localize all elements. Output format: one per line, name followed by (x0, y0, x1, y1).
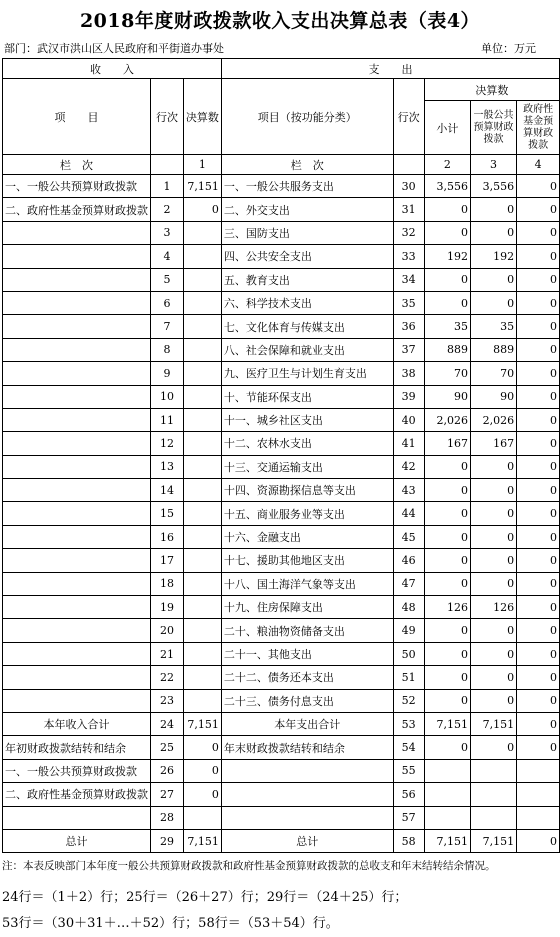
income-item-cell (3, 596, 151, 619)
subtotal-cell (424, 783, 470, 806)
table-row (3, 736, 560, 759)
income-amount-cell (183, 666, 221, 689)
col-number-2: 2 (424, 155, 470, 175)
income-item-cell (3, 689, 151, 712)
subtotal-cell: 0 (424, 198, 470, 221)
income-amount-cell (183, 455, 221, 478)
table-row (3, 175, 560, 198)
income-line-cell: 18 (151, 572, 184, 595)
expense-item-cell: 八、社会保障和就业支出 (221, 338, 393, 361)
general-budget-cell: 0 (470, 642, 516, 665)
income-amount-cell (183, 408, 221, 431)
subtotal-cell: 0 (424, 479, 470, 502)
general-budget-cell: 126 (470, 596, 516, 619)
gov-fund-cell: 0 (517, 198, 560, 221)
income-line-cell: 1 (151, 175, 184, 198)
general-budget-cell: 889 (470, 338, 516, 361)
income-line-cell: 17 (151, 549, 184, 572)
expense-line-cell: 56 (393, 783, 424, 806)
expense-line-cell: 40 (393, 408, 424, 431)
income-amount-cell (183, 689, 221, 712)
page-title: 2018年度财政拨款收入支出决算总表（表4） (79, 10, 481, 32)
income-item-cell (3, 666, 151, 689)
general-budget-cell: 0 (470, 666, 516, 689)
expense-header: 支 出 (221, 59, 559, 79)
income-amount-cell (183, 642, 221, 665)
gov-fund-cell: 0 (517, 829, 560, 852)
general-budget-cell (470, 806, 516, 829)
income-amount-cell: 0 (183, 736, 221, 759)
subtotal-cell: 70 (424, 362, 470, 385)
income-amount-cell (183, 385, 221, 408)
income-line-cell: 16 (151, 525, 184, 548)
income-item-cell (3, 315, 151, 338)
subtotal-cell: 0 (424, 455, 470, 478)
gov-fund-cell: 0 (517, 268, 560, 291)
income-line-cell: 10 (151, 385, 184, 408)
gov-fund-cell: 0 (517, 315, 560, 338)
expense-line-cell: 35 (393, 291, 424, 314)
income-amount-cell: 7,151 (183, 829, 221, 852)
table-row (3, 642, 560, 665)
income-amount-cell (183, 502, 221, 525)
expense-line-cell: 58 (393, 829, 424, 852)
general-budget-cell: 0 (470, 525, 516, 548)
income-amount-cell: 7,151 (183, 175, 221, 198)
expense-item-cell: 十九、住房保障支出 (221, 596, 393, 619)
table-row (3, 689, 560, 712)
subtotal-cell: 0 (424, 525, 470, 548)
income-amount-cell (183, 619, 221, 642)
col-number-1: 1 (183, 155, 221, 175)
income-amount-cell: 0 (183, 198, 221, 221)
income-line-cell: 19 (151, 596, 184, 619)
expense-line-cell: 49 (393, 619, 424, 642)
expense-item-cell: 五、教育支出 (221, 268, 393, 291)
table-row (3, 759, 560, 782)
budget-table (2, 58, 560, 853)
general-budget-cell: 0 (470, 291, 516, 314)
subtotal-cell: 0 (424, 549, 470, 572)
gov-fund-cell: 0 (517, 175, 560, 198)
table-row (3, 572, 560, 595)
income-item-cell (3, 455, 151, 478)
gov-fund-cell: 0 (517, 291, 560, 314)
income-amount-cell (183, 432, 221, 455)
income-line-cell: 24 (151, 712, 184, 735)
income-item-cell (3, 362, 151, 385)
income-item-cell (3, 549, 151, 572)
subtotal-cell: 3,556 (424, 175, 470, 198)
table-row (3, 432, 560, 455)
income-amount-cell (183, 338, 221, 361)
general-budget-cell: 35 (470, 315, 516, 338)
expense-line-cell: 32 (393, 221, 424, 244)
table-row (3, 549, 560, 572)
income-amount-cell: 0 (183, 783, 221, 806)
expense-line-cell: 41 (393, 432, 424, 455)
gov-fund-cell (517, 806, 560, 829)
subtotal-cell: 0 (424, 502, 470, 525)
table-row (3, 829, 560, 852)
expense-line-cell: 51 (393, 666, 424, 689)
income-item-cell (3, 806, 151, 829)
income-line-cell: 27 (151, 783, 184, 806)
general-budget-cell: 0 (470, 455, 516, 478)
income-line-cell: 3 (151, 221, 184, 244)
income-line-header: 行次 (151, 79, 184, 155)
income-item-cell (3, 619, 151, 642)
income-item-cell (3, 502, 151, 525)
income-line-cell: 20 (151, 619, 184, 642)
subtotal-header: 小计 (424, 101, 470, 155)
income-line-cell: 7 (151, 315, 184, 338)
income-amount-header: 决算数 (183, 79, 221, 155)
expense-line-cell: 50 (393, 642, 424, 665)
table-row (3, 315, 560, 338)
expense-item-cell: 七、文化体育与传媒支出 (221, 315, 393, 338)
gov-fund-cell: 0 (517, 712, 560, 735)
table-row (3, 198, 560, 221)
general-budget-cell: 0 (470, 619, 516, 642)
income-item-cell (3, 572, 151, 595)
expense-line-cell: 54 (393, 736, 424, 759)
income-line-cell: 21 (151, 642, 184, 665)
general-budget-cell: 7,151 (470, 829, 516, 852)
expense-item-cell: 十七、援助其他地区支出 (221, 549, 393, 572)
expense-item-cell: 十二、农林水支出 (221, 432, 393, 455)
general-budget-cell (470, 759, 516, 782)
col-number-3: 3 (470, 155, 516, 175)
gov-fund-cell: 0 (517, 666, 560, 689)
expense-line-cell: 42 (393, 455, 424, 478)
expense-line-cell: 39 (393, 385, 424, 408)
subtotal-cell: 90 (424, 385, 470, 408)
income-line-cell: 5 (151, 268, 184, 291)
income-line-cell: 11 (151, 408, 184, 431)
expense-item-cell: 十六、金融支出 (221, 525, 393, 548)
expense-item-cell: 十五、商业服务业等支出 (221, 502, 393, 525)
col-label-right: 栏 次 (221, 155, 393, 175)
income-amount-cell (183, 479, 221, 502)
expense-item-cell (221, 783, 393, 806)
income-item-cell (3, 642, 151, 665)
subtotal-cell (424, 759, 470, 782)
expense-line-cell: 53 (393, 712, 424, 735)
income-item-cell: 一、一般公共预算财政拨款 (3, 175, 151, 198)
expense-line-cell: 48 (393, 596, 424, 619)
income-line-cell: 26 (151, 759, 184, 782)
income-item-cell (3, 268, 151, 291)
expense-line-cell: 43 (393, 479, 424, 502)
income-line-cell: 4 (151, 245, 184, 268)
income-line-cell: 15 (151, 502, 184, 525)
expense-item-cell: 二十二、债务还本支出 (221, 666, 393, 689)
gov-fund-cell: 0 (517, 408, 560, 431)
gov-fund-cell: 0 (517, 619, 560, 642)
subtotal-cell: 35 (424, 315, 470, 338)
subtotal-cell: 0 (424, 291, 470, 314)
subtotal-cell: 0 (424, 619, 470, 642)
gov-fund-cell (517, 783, 560, 806)
general-budget-cell: 0 (470, 572, 516, 595)
expense-line-cell: 52 (393, 689, 424, 712)
general-budget-cell: 0 (470, 221, 516, 244)
gov-fund-cell: 0 (517, 479, 560, 502)
general-budget-cell: 0 (470, 689, 516, 712)
gov-fund-cell: 0 (517, 245, 560, 268)
table-row (3, 619, 560, 642)
income-amount-cell (183, 245, 221, 268)
table-row (3, 783, 560, 806)
income-item-cell (3, 245, 151, 268)
income-line-cell: 13 (151, 455, 184, 478)
general-budget-cell: 0 (470, 198, 516, 221)
expense-item-cell: 十、节能环保支出 (221, 385, 393, 408)
subtotal-cell: 0 (424, 268, 470, 291)
subtotal-cell: 889 (424, 338, 470, 361)
general-budget-cell: 167 (470, 432, 516, 455)
table-row (3, 479, 560, 502)
note-line-1: 注：本表反映部门本年度一般公共预算财政拨款和政府性基金预算财政拨款的总收支和年末结转结余情况。 (2, 860, 496, 872)
expense-item-cell: 六、科学技术支出 (221, 291, 393, 314)
expense-item-cell: 三、国防支出 (221, 221, 393, 244)
income-amount-cell (183, 525, 221, 548)
expense-item-cell (221, 806, 393, 829)
income-line-cell: 22 (151, 666, 184, 689)
gov-fund-cell: 0 (517, 221, 560, 244)
income-item-cell: 一、一般公共预算财政拨款 (3, 759, 151, 782)
subtotal-cell: 0 (424, 689, 470, 712)
expense-item-header: 项目（按功能分类） (221, 79, 393, 155)
income-amount-cell (183, 596, 221, 619)
general-budget-cell: 3,556 (470, 175, 516, 198)
table-row (3, 245, 560, 268)
table-row (3, 455, 560, 478)
income-amount-cell (183, 362, 221, 385)
general-budget-cell: 0 (470, 268, 516, 291)
gov-fund-cell: 0 (517, 689, 560, 712)
income-amount-cell: 7,151 (183, 712, 221, 735)
income-item-cell (3, 385, 151, 408)
subtotal-cell: 7,151 (424, 712, 470, 735)
income-item-cell: 本年收入合计 (3, 712, 151, 735)
subtotal-cell: 0 (424, 572, 470, 595)
income-header: 收 入 (3, 59, 222, 79)
expense-line-cell: 30 (393, 175, 424, 198)
income-line-cell: 28 (151, 806, 184, 829)
general-budget-cell: 90 (470, 385, 516, 408)
expense-item-cell: 二、外交支出 (221, 198, 393, 221)
income-amount-cell (183, 315, 221, 338)
income-line-cell: 14 (151, 479, 184, 502)
expense-item-cell: 一、一般公共服务支出 (221, 175, 393, 198)
subtotal-cell: 192 (424, 245, 470, 268)
expense-item-cell: 十一、城乡社区支出 (221, 408, 393, 431)
table-row (3, 525, 560, 548)
expense-item-cell: 二十、粮油物资储备支出 (221, 619, 393, 642)
general-budget-header: 一般公共预算财政拨款 (470, 101, 516, 155)
table-row (3, 712, 560, 735)
income-line-cell: 9 (151, 362, 184, 385)
general-budget-cell: 2,026 (470, 408, 516, 431)
income-item-cell: 总计 (3, 829, 151, 852)
table-row (3, 338, 560, 361)
general-budget-cell: 7,151 (470, 712, 516, 735)
subtotal-cell: 0 (424, 666, 470, 689)
subtotal-cell: 0 (424, 736, 470, 759)
table-row (3, 502, 560, 525)
expense-item-cell: 十八、国土海洋气象等支出 (221, 572, 393, 595)
income-line-cell: 2 (151, 198, 184, 221)
income-item-cell (3, 291, 151, 314)
gov-fund-cell (517, 759, 560, 782)
income-item-cell: 二、政府性基金预算财政拨款 (3, 783, 151, 806)
expense-line-cell: 36 (393, 315, 424, 338)
subtotal-cell: 167 (424, 432, 470, 455)
expense-line-cell: 57 (393, 806, 424, 829)
income-line-cell: 8 (151, 338, 184, 361)
expense-item-cell: 年末财政拨款结转和结余 (221, 736, 393, 759)
subtotal-cell (424, 806, 470, 829)
expense-line-cell: 33 (393, 245, 424, 268)
general-budget-cell: 192 (470, 245, 516, 268)
department-label: 部门：武汉市洪山区人民政府和平街道办事处 (4, 42, 224, 55)
income-item-cell: 年初财政拨款结转和结余 (3, 736, 151, 759)
subtotal-cell: 7,151 (424, 829, 470, 852)
gov-fund-cell: 0 (517, 385, 560, 408)
expense-item-cell (221, 759, 393, 782)
gov-fund-cell: 0 (517, 455, 560, 478)
gov-fund-cell: 0 (517, 736, 560, 759)
subtotal-cell: 0 (424, 642, 470, 665)
subtotal-cell: 0 (424, 221, 470, 244)
gov-fund-cell: 0 (517, 596, 560, 619)
table-row (3, 385, 560, 408)
income-amount-cell (183, 291, 221, 314)
expense-line-cell: 31 (393, 198, 424, 221)
col-number-4: 4 (517, 155, 560, 175)
table-row (3, 408, 560, 431)
expense-item-cell: 十四、资源勘探信息等支出 (221, 479, 393, 502)
expense-item-cell: 十三、交通运输支出 (221, 455, 393, 478)
income-item-cell (3, 432, 151, 455)
expense-item-cell: 总计 (221, 829, 393, 852)
expense-line-cell: 34 (393, 268, 424, 291)
table-row (3, 268, 560, 291)
income-line-cell: 25 (151, 736, 184, 759)
income-amount-cell (183, 572, 221, 595)
income-amount-cell (183, 549, 221, 572)
income-amount-cell (183, 221, 221, 244)
gov-fund-cell: 0 (517, 642, 560, 665)
expense-item-cell: 二十三、债务付息支出 (221, 689, 393, 712)
gov-fund-cell: 0 (517, 549, 560, 572)
expense-item-cell: 本年支出合计 (221, 712, 393, 735)
table-row (3, 221, 560, 244)
col-label-left: 栏 次 (3, 155, 151, 175)
income-amount-cell (183, 806, 221, 829)
general-budget-cell: 0 (470, 502, 516, 525)
expense-item-cell: 九、医疗卫生与计划生育支出 (221, 362, 393, 385)
general-budget-cell: 0 (470, 736, 516, 759)
income-item-cell (3, 525, 151, 548)
gov-fund-cell: 0 (517, 525, 560, 548)
income-amount-cell (183, 268, 221, 291)
gov-fund-cell: 0 (517, 338, 560, 361)
income-item-cell (3, 408, 151, 431)
subtotal-cell: 126 (424, 596, 470, 619)
expense-line-cell: 44 (393, 502, 424, 525)
expense-line-cell: 37 (393, 338, 424, 361)
note-line-2: 24行＝（1＋2）行；25行＝（26＋27）行；29行＝（24＋25）行； (2, 890, 408, 905)
expense-line-cell: 46 (393, 549, 424, 572)
table-row (3, 596, 560, 619)
income-item-cell (3, 338, 151, 361)
gov-fund-header: 政府性基金预算财政拨款 (517, 101, 560, 155)
income-line-cell: 12 (151, 432, 184, 455)
expense-line-cell: 47 (393, 572, 424, 595)
general-budget-cell: 0 (470, 549, 516, 572)
gov-fund-cell: 0 (517, 502, 560, 525)
table-row (3, 666, 560, 689)
income-item-cell (3, 479, 151, 502)
income-line-cell: 29 (151, 829, 184, 852)
general-budget-cell: 70 (470, 362, 516, 385)
general-budget-cell: 0 (470, 479, 516, 502)
income-item-cell: 二、政府性基金预算财政拨款 (3, 198, 151, 221)
expense-item-cell: 二十一、其他支出 (221, 642, 393, 665)
table-row (3, 291, 560, 314)
income-item-header: 项 目 (3, 79, 151, 155)
expense-item-cell: 四、公共安全支出 (221, 245, 393, 268)
subtotal-cell: 2,026 (424, 408, 470, 431)
expense-line-cell: 38 (393, 362, 424, 385)
final-group-header: 决算数 (424, 79, 559, 101)
income-item-cell (3, 221, 151, 244)
gov-fund-cell: 0 (517, 572, 560, 595)
unit-label: 单位：万元 (481, 42, 536, 55)
expense-line-cell: 55 (393, 759, 424, 782)
gov-fund-cell: 0 (517, 432, 560, 455)
expense-line-header: 行次 (393, 79, 424, 155)
table-row (3, 806, 560, 829)
gov-fund-cell: 0 (517, 362, 560, 385)
income-line-cell: 23 (151, 689, 184, 712)
expense-line-cell: 45 (393, 525, 424, 548)
table-row (3, 362, 560, 385)
income-line-cell: 6 (151, 291, 184, 314)
note-line-3: 53行＝（30＋31＋…＋52）行；58行＝（53＋54）行。 (2, 916, 339, 931)
general-budget-cell (470, 783, 516, 806)
income-amount-cell: 0 (183, 759, 221, 782)
